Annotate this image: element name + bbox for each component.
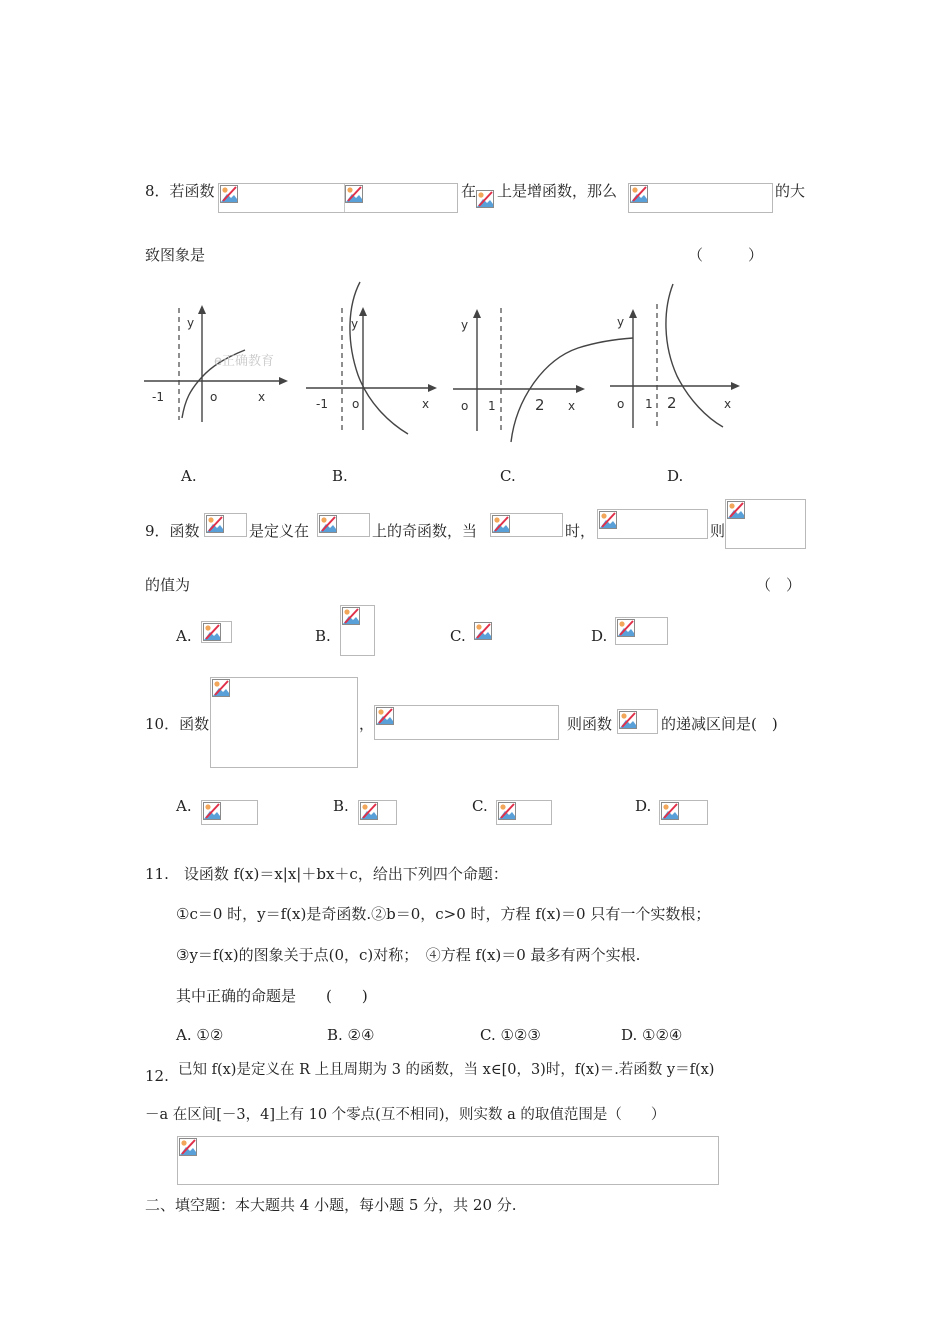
formula-image (374, 705, 559, 740)
broken-image-icon (342, 607, 360, 625)
formula-image (204, 513, 247, 537)
graph-b (300, 280, 445, 440)
formula-image (218, 183, 458, 213)
broken-image-icon (619, 711, 637, 729)
answer-paren: （ ） (756, 576, 802, 594)
q9-text: 是定义在 (249, 522, 310, 540)
y-axis-label: y (351, 317, 359, 331)
origin-label: o (461, 399, 469, 413)
tick-label: -1 (316, 397, 328, 411)
q9-text: 时， (565, 522, 596, 540)
choice-c: C. ①②③ (480, 1026, 541, 1044)
q10-text: 的递减区间是( ) (661, 715, 778, 733)
formula-image (177, 1136, 719, 1185)
broken-image-icon (498, 802, 516, 820)
graph-a (140, 300, 290, 430)
tick-label: 1 (645, 397, 653, 411)
broken-image-icon (360, 802, 378, 820)
broken-image-icon (345, 185, 363, 203)
tick-label: 2 (535, 396, 545, 414)
q12-number: 12. (145, 1067, 169, 1085)
broken-image-icon (319, 515, 337, 533)
broken-image-icon (376, 707, 394, 725)
q8-text: 致图象是 (145, 246, 206, 264)
choice-d: D. (635, 797, 652, 815)
q8-text: 在 (461, 182, 477, 200)
broken-image-icon (599, 511, 617, 529)
answer-paren: （ ） (688, 246, 764, 264)
q9-text: 的值为 (145, 576, 191, 594)
choice-a: A. (176, 797, 192, 815)
formula-image (628, 183, 773, 213)
formula-image (201, 621, 232, 643)
formula-image (490, 513, 563, 537)
formula-image (358, 800, 397, 825)
q12-stem: 已知 f(x)是定义在 R 上且周期为 3 的函数，当 x∈[0，3)时，f(x)＝.若函数 y＝f(x) (178, 1062, 715, 1078)
formula-image (210, 677, 358, 768)
q11-prompt: 其中正确的命题是 ( ) (176, 987, 368, 1005)
q12-stem: －a 在区间[－3，4]上有 10 个零点(互不相同)，则实数 a 的取值范围是（ ） (145, 1107, 666, 1123)
y-axis-label: y (461, 318, 469, 332)
tick-label: 2 (667, 394, 677, 412)
broken-image-icon (203, 623, 221, 641)
formula-image (617, 709, 658, 734)
q11-stem: 11. 设函数 f(x)＝x|x|＋bx＋c，给出下列四个命题： (145, 865, 508, 883)
choice-b: B. (333, 797, 349, 815)
formula-image (476, 188, 496, 210)
choice-a: A. (176, 627, 192, 645)
origin-label: o (352, 397, 360, 411)
broken-image-icon (661, 802, 679, 820)
q9-text: 上的奇函数，当 (372, 522, 478, 540)
formula-image (597, 509, 708, 539)
x-axis-label: x (724, 397, 732, 411)
broken-image-icon (630, 185, 648, 203)
x-axis-label: x (568, 399, 576, 413)
broken-image-icon (617, 619, 635, 637)
choice-b: B. (332, 467, 348, 485)
choice-a: A. ①② (176, 1026, 224, 1044)
formula-image (201, 800, 258, 825)
q10-text: ， (359, 715, 375, 733)
formula-image (340, 605, 375, 656)
broken-image-icon (474, 622, 492, 640)
choice-d: D. (591, 627, 608, 645)
formula-image (496, 800, 552, 825)
broken-image-icon (492, 515, 510, 533)
formula-image (474, 621, 492, 643)
q8-text: 上是增函数，那么 (497, 182, 618, 200)
choice-c: C. (500, 467, 516, 485)
choice-b: B. ②④ (327, 1026, 375, 1044)
broken-image-icon (206, 515, 224, 533)
choice-c: C. (472, 797, 488, 815)
choice-a: A. (181, 467, 197, 485)
tick-label: -1 (152, 390, 164, 404)
broken-image-icon (212, 679, 230, 697)
q9-number: 9．函数 (145, 522, 200, 540)
choice-c: C. (450, 627, 466, 645)
origin-label: o (210, 390, 218, 404)
formula-image (615, 617, 668, 645)
choice-d: D. ①②④ (621, 1026, 683, 1044)
q9-text: 则 (710, 522, 726, 540)
q8-text: 的大 (775, 182, 806, 200)
section-heading: 二、填空题：本大题共 4 小题，每小题 5 分，共 20 分. (145, 1196, 517, 1214)
q11-statement: ③y＝f(x)的图象关于点(0，c)对称； ④方程 f(x)＝0 最多有两个实根. (176, 946, 641, 964)
q8-number: 8．若函数 (145, 182, 215, 200)
broken-image-icon (476, 190, 494, 208)
x-axis-label: x (258, 390, 266, 404)
broken-image-icon (203, 802, 221, 820)
tick-label: 1 (488, 399, 496, 413)
choice-d: D. (667, 467, 684, 485)
graph-d (605, 280, 745, 430)
formula-image (659, 800, 708, 825)
q10-number: 10．函数 (145, 715, 210, 733)
y-axis-label: y (187, 316, 195, 330)
broken-image-icon (727, 501, 745, 519)
x-axis-label: x (422, 397, 430, 411)
broken-image-icon (220, 185, 238, 203)
q11-statement: ①c＝0 时，y＝f(x)是奇函数.②b＝0，c>0 时，方程 f(x)＝0 只有一个实数根； (176, 905, 711, 923)
broken-image-icon (179, 1138, 197, 1156)
choice-b: B. (315, 627, 331, 645)
y-axis-label: y (617, 315, 625, 329)
formula-image (317, 513, 370, 537)
q10-text: 则函数 (567, 715, 613, 733)
formula-image (725, 499, 806, 549)
watermark: e正确教育 (214, 354, 274, 369)
origin-label: o (617, 397, 625, 411)
